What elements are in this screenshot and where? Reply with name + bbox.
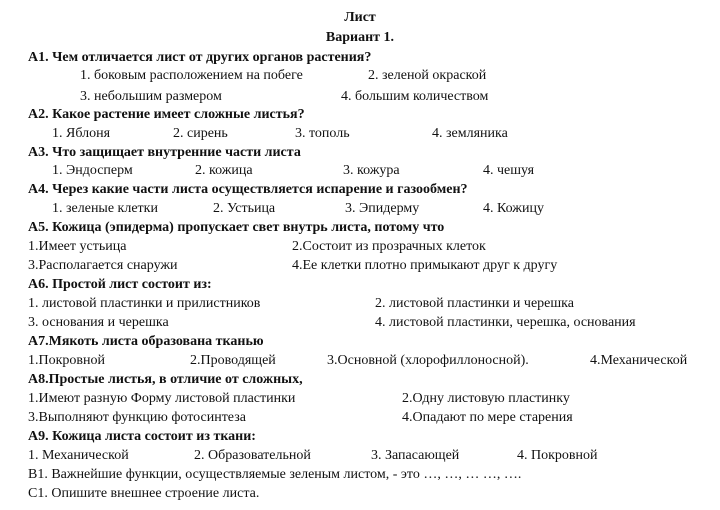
question-a3-option-2: 2. кожица: [195, 163, 253, 178]
question-a5-option-1: 1.Имеет устьица: [28, 239, 127, 254]
question-b1: В1. Важнейшие функции, осуществляемые зеленым листом, - это …, …, … …, ….: [28, 467, 522, 482]
question-a9-option-3: 3. Запасающей: [371, 448, 460, 463]
question-a9-option-4: 4. Покровной: [517, 448, 598, 463]
question-a3-option-4: 4. чешуя: [483, 163, 535, 178]
question-a5-label: А5. Кожица (эпидерма) пропускает свет внутрь листа, потому что: [28, 220, 445, 235]
question-a6-option-3: 3. основания и черешка: [28, 315, 169, 330]
question-a3-label: А3. Что защищает внутренние части листа: [28, 145, 301, 160]
variant-label: Вариант 1.: [325, 30, 395, 45]
question-a8-option-1: 1.Имеют разную Форму листовой пластинки: [28, 391, 296, 406]
question-a5-option-4: 4.Ее клетки плотно примыкают друг к другу: [292, 258, 558, 273]
question-a4-option-1: 1. зеленые клетки: [52, 201, 158, 216]
question-a2-option-3: 3. тополь: [295, 126, 350, 141]
question-a4-option-3: 3. Эпидерму: [345, 201, 420, 216]
question-a2-option-2: 2. сирень: [173, 126, 228, 141]
question-a8-option-4: 4.Опадают по мере старения: [402, 410, 573, 425]
question-a1-option-3: 3. небольшим размером: [80, 89, 222, 104]
question-a1-label: А1. Чем отличается лист от других органов растения?: [28, 50, 372, 65]
question-a6-option-4: 4. листовой пластинки, черешка, основания: [375, 315, 636, 330]
question-a6-option-1: 1. листовой пластинки и прилистников: [28, 296, 261, 311]
question-a4-option-4: 4. Кожицу: [483, 201, 544, 216]
question-a2-label: А2. Какое растение имеет сложные листья?: [28, 107, 305, 122]
question-a5-option-3: 3.Располагается снаружи: [28, 258, 178, 273]
question-a5-option-2: 2.Состоит из прозрачных клеток: [292, 239, 486, 254]
question-a7-option-1: 1.Покровной: [28, 353, 106, 368]
question-c1: С1. Опишите внешнее строение листа.: [28, 486, 260, 501]
question-a7-option-2: 2.Проводящей: [190, 353, 276, 368]
question-a2-option-1: 1. Яблоня: [52, 126, 111, 141]
question-a2-option-4: 4. земляника: [432, 126, 508, 141]
question-a8-option-2: 2.Одну листовую пластинку: [402, 391, 570, 406]
question-a7-label: А7.Мякоть листа образована тканью: [28, 334, 264, 349]
question-a9-label: А9. Кожица листа состоит из ткани:: [28, 429, 256, 444]
question-a1-option-2: 2. зеленой окраской: [368, 68, 487, 83]
question-a8-label: А8.Простые листья, в отличие от сложных,: [28, 372, 303, 387]
question-a7-option-3: 3.Основной (хлорофиллоносной).: [327, 353, 529, 368]
question-a3-option-1: 1. Эндосперм: [52, 163, 133, 178]
question-a6-label: А6. Простой лист состоит из:: [28, 277, 212, 292]
question-a4-label: А4. Через какие части листа осуществляется испарение и газообмен?: [28, 182, 468, 197]
question-a3-option-3: 3. кожура: [343, 163, 400, 178]
question-a1-option-4: 4. большим количеством: [341, 89, 489, 104]
question-a4-option-2: 2. Устьица: [213, 201, 276, 216]
question-a9-option-1: 1. Механической: [28, 448, 129, 463]
worksheet-title: Лист: [344, 10, 376, 25]
question-a1-option-1: 1. боковым расположением на побеге: [80, 68, 303, 83]
question-a8-option-3: 3.Выполняют функцию фотосинтеза: [28, 410, 246, 425]
question-a6-option-2: 2. листовой пластинки и черешка: [375, 296, 574, 311]
question-a7-option-4: 4.Механической: [590, 353, 688, 368]
question-a9-option-2: 2. Образовательной: [194, 448, 311, 463]
